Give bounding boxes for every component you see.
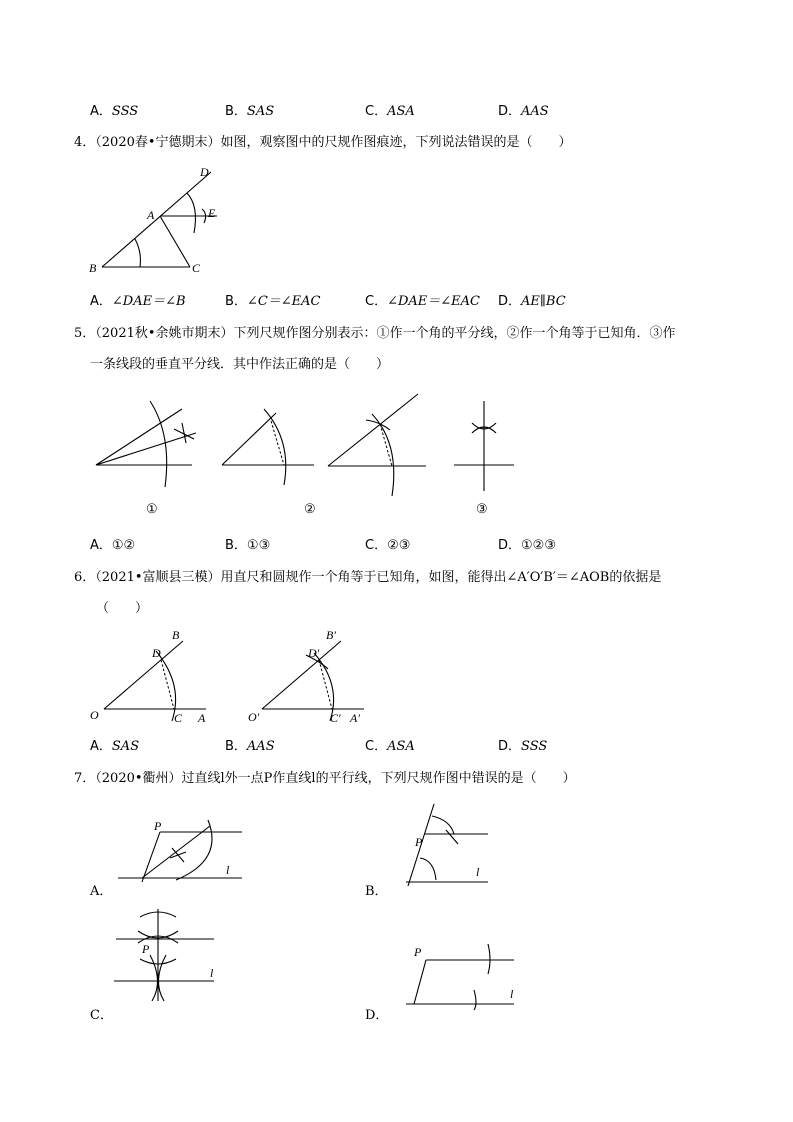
q4-option-d: D．AE∥BC [498,294,566,309]
q5-figure-1 [90,395,210,485]
q6-figure-right [246,625,376,725]
q4-label-b: B [89,261,97,275]
q6-left-label-c: C [174,711,183,725]
q7c-label-l: l [210,966,214,980]
q7-option-d: D． [365,1008,389,1023]
q3-option-d: D．AAS [498,104,549,119]
q4-figure [80,160,250,280]
q5-figure-label-1: ① [146,502,158,517]
q6-figure-left [88,625,218,725]
q3-option-b: B．SAS [225,104,275,119]
q5-stem-line2: 一条线段的垂直平分线．其中作法正确的是（ ） [90,357,390,372]
q5-option-d: D．①②③ [498,538,556,553]
q5-figure-2 [218,395,328,485]
q5-stem-line1: 5．（2021秋•余姚市期末）下列尺规作图分别表示：①作一个角的平分线，②作一个角等于已知角．③作 [74,326,676,341]
q5-option-b: B．①③ [225,538,271,553]
q6-left-label-d: D [152,646,161,660]
q4-option-a: A．∠DAE＝∠B [90,294,186,309]
q5-figure-4 [450,395,520,495]
q7c-label-p: P [142,942,150,956]
q3-option-c: C．ASA [365,104,415,119]
q6-left-label-o: O [90,708,99,722]
q7-option-b: B． [365,884,388,899]
q6-stem-line2: （ ） [96,601,149,616]
q7-figure-d [402,940,522,1010]
q6-right-label-c: C′ [330,711,341,725]
q7a-label-p: P [154,819,162,833]
q7-stem: 7．（2020•衢州）过直线l外一点P作直线l的平行线，下列尺规作图中错误的是（ ） [74,771,576,786]
q7d-label-l: l [510,987,514,1001]
q7-option-a: A． [90,884,113,899]
q6-option-d: D．SSS [498,739,548,754]
q7a-label-l: l [226,863,230,877]
q6-option-a: A．SAS [90,739,140,754]
q5-figure-label-2: ② [304,502,316,517]
q4-label-c: C [192,261,201,275]
q4-label-a: A [147,208,155,222]
q4-stem: 4．（2020春•宁德期末）如图，观察图中的尺规作图痕迹，下列说法错误的是（ ） [74,135,572,150]
q7-figure-c [110,905,220,1000]
q5-figure-3 [322,390,442,500]
q7-option-c: C． [90,1008,113,1023]
q7-figure-a [112,812,252,897]
q6-right-label-o: O′ [248,710,260,724]
q6-option-c: C．ASA [365,739,415,754]
q6-option-b: B．AAS [225,739,275,754]
q5-option-c: C．②③ [365,538,411,553]
q6-right-label-b: B′ [326,628,336,642]
q4-label-e: E [208,206,216,220]
q6-left-label-b: B [172,628,180,642]
q7b-label-p: P [415,835,423,849]
q7-figure-b [398,800,498,890]
q7b-label-l: l [476,865,480,879]
q4-label-d: D [200,165,209,179]
q6-left-label-a: A [198,711,206,725]
q4-option-c: C．∠DAE＝∠EAC [365,294,480,309]
q7d-label-p: P [414,945,422,959]
q4-option-b: B．∠C＝∠EAC [225,294,321,309]
q5-option-a: A．①② [90,538,136,553]
q5-figure-label-3: ③ [476,502,488,517]
q6-stem-line1: 6．（2021•富顺县三模）用直尺和圆规作一个角等于已知角，如图，能得出∠A′O′B′＝∠AOB的依据是 [74,570,662,585]
q6-right-label-a: A′ [350,711,360,725]
q3-option-a: A．SSS [90,104,139,119]
q6-right-label-d: D′ [308,646,320,660]
